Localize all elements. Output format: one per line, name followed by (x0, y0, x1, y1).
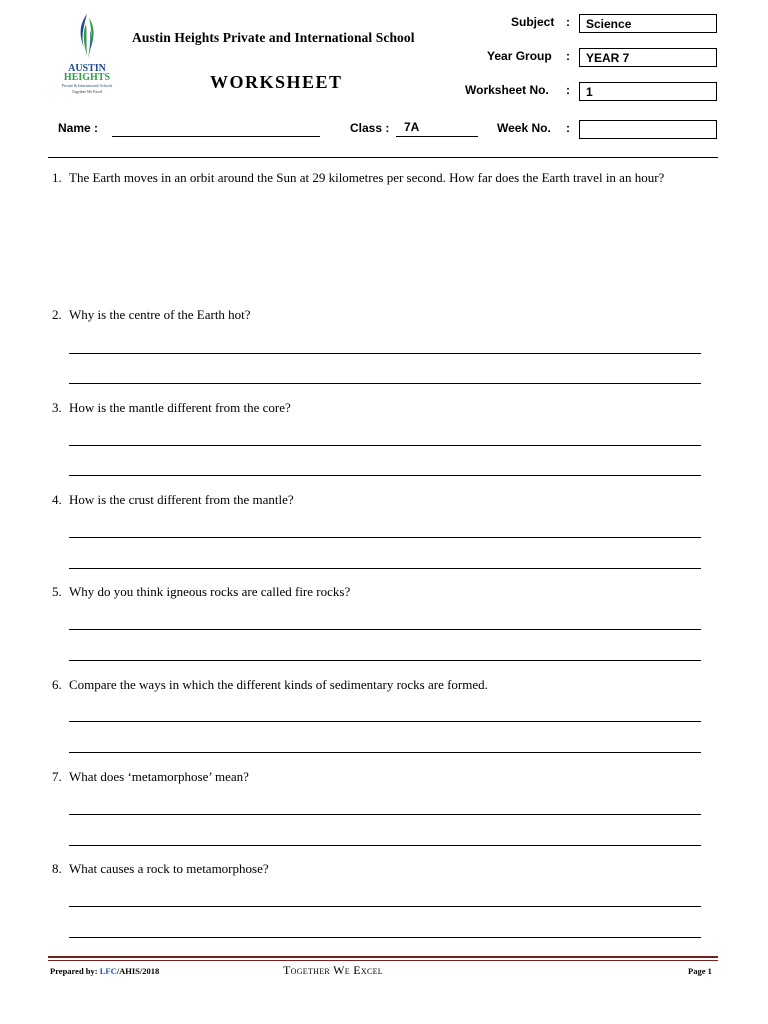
worksheet-title: WORKSHEET (210, 72, 343, 92)
week-no-label: Week No. (497, 121, 551, 135)
class-label: Class : (350, 121, 390, 135)
year-group-field[interactable]: YEAR 7 (579, 48, 717, 67)
logo-motto: Together We Excel (71, 89, 103, 94)
footer-divider-thick (48, 956, 718, 958)
worksheet-no-label: Worksheet No. (465, 83, 549, 97)
answer-line[interactable] (69, 721, 701, 722)
logo-wordmark: AUSTIN HEIGHTS (63, 63, 111, 83)
class-value: 7A (404, 120, 420, 134)
answer-line[interactable] (69, 906, 701, 907)
worksheet-no-field[interactable]: 1 (579, 82, 717, 101)
answer-line[interactable] (69, 383, 701, 384)
year-group-colon: : (566, 49, 570, 63)
question-3: 3. How is the mantle different from the core? (52, 400, 291, 415)
subject-colon: : (566, 15, 570, 29)
flame-logo-icon (72, 12, 102, 64)
header-divider (48, 157, 718, 158)
question-6: 6. Compare the ways in which the different kinds of sedimentary rocks are formed. (52, 677, 488, 692)
answer-line[interactable] (69, 445, 701, 446)
footer-divider-thin (48, 960, 718, 961)
worksheet-no-colon: : (566, 83, 570, 97)
answer-line[interactable] (69, 814, 701, 815)
week-no-field[interactable] (579, 120, 717, 139)
answer-line[interactable] (69, 537, 701, 538)
class-input-line[interactable] (396, 136, 478, 137)
footer-motto: Together We Excel (283, 963, 383, 977)
prepared-by: Prepared by: LFC/AHIS/2018 (50, 966, 160, 976)
year-group-label: Year Group (487, 49, 552, 63)
question-8: 8. What causes a rock to metamorphose? (52, 861, 269, 876)
answer-line[interactable] (69, 845, 701, 846)
answer-line[interactable] (69, 475, 701, 476)
answer-line[interactable] (69, 568, 701, 569)
logo-subtitle: Private & International Schools (61, 83, 113, 88)
answer-line[interactable] (69, 353, 701, 354)
subject-label: Subject (511, 15, 555, 29)
question-7: 7. What does ‘metamorphose’ mean? (52, 769, 249, 784)
answer-line[interactable] (69, 660, 701, 661)
name-label: Name : (58, 121, 99, 135)
question-1: 1. The Earth moves in an orbit around the Sun at 29 kilometres per second. How far does the Earth travel in an hour? (52, 170, 665, 185)
week-no-colon: : (566, 121, 570, 135)
subject-field[interactable]: Science (579, 14, 717, 33)
name-input-line[interactable] (112, 136, 320, 137)
school-logo (56, 12, 118, 94)
school-name: Austin Heights Private and International School (132, 30, 415, 45)
answer-line[interactable] (69, 629, 701, 630)
question-5: 5. Why do you think igneous rocks are called fire rocks? (52, 584, 351, 599)
question-4: 4. How is the crust different from the mantle? (52, 492, 294, 507)
answer-line[interactable] (69, 752, 701, 753)
question-2: 2. Why is the centre of the Earth hot? (52, 307, 251, 322)
answer-line[interactable] (69, 937, 701, 938)
page-number: Page 1 (688, 966, 712, 976)
